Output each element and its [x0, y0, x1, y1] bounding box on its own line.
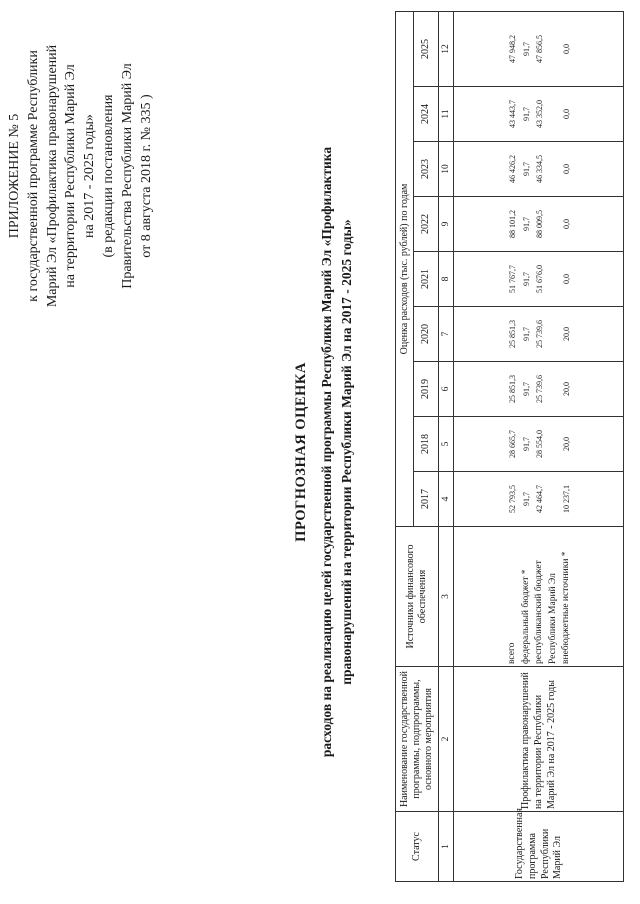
value-republic: 51 676,0: [535, 265, 545, 293]
document-title: ПРОГНОЗНАЯ ОЦЕНКА: [293, 362, 309, 542]
column-number: 11: [439, 87, 454, 142]
value-federal: 91,7: [521, 107, 531, 121]
appendix-line: Правительства Республики Марий Эл: [119, 63, 135, 289]
value-federal: 91,7: [521, 41, 531, 56]
appendix-line: к государственной программе Республики: [25, 50, 41, 302]
column-number: 12: [439, 11, 454, 86]
value-total: 88 101,2: [508, 210, 518, 238]
value-total: 51 767,7: [508, 265, 518, 293]
year-values-2019: [454, 362, 624, 417]
value-republic: 47 856,5: [535, 34, 545, 63]
value-total: 43 443,7: [508, 100, 518, 128]
year-values-2024: [454, 87, 624, 142]
appendix-line: на территории Республики Марий Эл: [63, 64, 79, 288]
header-year: 2017: [414, 472, 439, 527]
header-year: 2022: [414, 197, 439, 252]
column-number: 3: [439, 527, 454, 667]
year-values-2025: [454, 11, 624, 86]
header-estimate: Оценка расходов (тыс. рублей) по годам: [396, 11, 414, 526]
value-extra: 10 237,1: [562, 485, 572, 513]
appendix-line: (в редакции постановления: [100, 94, 116, 258]
value-federal: 91,7: [521, 492, 531, 506]
value-total: 46 426,2: [508, 155, 518, 183]
appendix-block: [6, 0, 156, 356]
value-extra: 0,0: [562, 43, 572, 54]
value-federal: 91,7: [521, 382, 531, 396]
value-total: 47 948,2: [508, 34, 518, 63]
header-year: 2024: [414, 87, 439, 142]
header-sources: Источники финансового обеспечения: [396, 527, 439, 667]
value-extra: 0,0: [562, 164, 572, 174]
value-republic: 25 739,6: [535, 375, 545, 403]
year-values-2021: [454, 252, 624, 307]
table-row: [454, 11, 624, 881]
header-year: 2025: [414, 11, 439, 86]
value-federal: 91,7: [521, 437, 531, 451]
source-republic: республиканский бюджет Республики Марий Эл: [534, 560, 558, 664]
column-number: 4: [439, 472, 454, 527]
estimate-table: [395, 11, 624, 882]
value-republic: 28 554,0: [535, 430, 545, 458]
value-extra: 0,0: [562, 219, 572, 229]
value-republic: 25 739,6: [535, 320, 545, 348]
year-values-2017: [454, 472, 624, 527]
document-subtitle: расходов на реализацию целей государственной программы Республики Марий Эл «Профилактика правонарушений на территории Республики Марий Эл на 2017 - 2025 годы»: [319, 146, 354, 758]
row-sources: [454, 527, 624, 667]
column-number: 2: [439, 667, 454, 812]
value-federal: 91,7: [521, 327, 531, 341]
header-year: 2020: [414, 307, 439, 362]
value-federal: 91,7: [521, 272, 531, 286]
value-extra: 20,0: [562, 327, 572, 341]
header-name: Наименование государственной программы, подпрограммы, основного мероприятия: [396, 667, 439, 812]
header-status: Статус: [396, 812, 439, 882]
value-extra: 20,0: [562, 437, 572, 451]
value-extra: 20,0: [562, 382, 572, 396]
column-number: 8: [439, 252, 454, 307]
source-extra: внебюджетные источники *: [561, 551, 572, 664]
value-republic: 43 352,0: [535, 100, 545, 128]
value-republic: 46 334,5: [535, 155, 545, 183]
column-number: 6: [439, 362, 454, 417]
header-year: 2019: [414, 362, 439, 417]
value-republic: 88 009,5: [535, 210, 545, 238]
year-values-2022: [454, 197, 624, 252]
header-year: 2018: [414, 417, 439, 472]
header-year: 2023: [414, 142, 439, 197]
row-status: Государственная программа Республики Марий Эл: [454, 812, 624, 882]
column-number: 9: [439, 197, 454, 252]
value-federal: 91,7: [521, 217, 531, 231]
appendix-line: на 2017 - 2025 годы»: [82, 114, 98, 238]
value-total: 52 793,5: [508, 485, 518, 513]
column-number: 1: [439, 812, 454, 882]
appendix-line: ПРИЛОЖЕНИЕ № 5: [7, 113, 22, 239]
appendix-line: Марий Эл «Профилактика правонарушений: [44, 44, 60, 308]
source-total: всего: [507, 642, 518, 664]
year-values-2023: [454, 142, 624, 197]
value-extra: 0,0: [562, 109, 572, 119]
year-values-2018: [454, 417, 624, 472]
source-federal: федеральный бюджет *: [520, 569, 531, 664]
value-total: 28 665,7: [508, 430, 518, 458]
value-extra: 0,0: [562, 274, 572, 284]
value-total: 25 851,3: [508, 375, 518, 403]
value-total: 25 851,3: [508, 320, 518, 348]
value-republic: 42 464,7: [535, 485, 545, 513]
column-number: 10: [439, 142, 454, 197]
row-name: Профилактика правонарушений на территории Республики Марий Эл на 2017 - 2025 годы: [454, 667, 624, 812]
column-number: 5: [439, 417, 454, 472]
value-federal: 91,7: [521, 162, 531, 176]
column-number: 7: [439, 307, 454, 362]
header-year: 2021: [414, 252, 439, 307]
appendix-line: от 8 августа 2018 г. № 335 ): [138, 94, 154, 258]
year-values-2020: [454, 307, 624, 362]
